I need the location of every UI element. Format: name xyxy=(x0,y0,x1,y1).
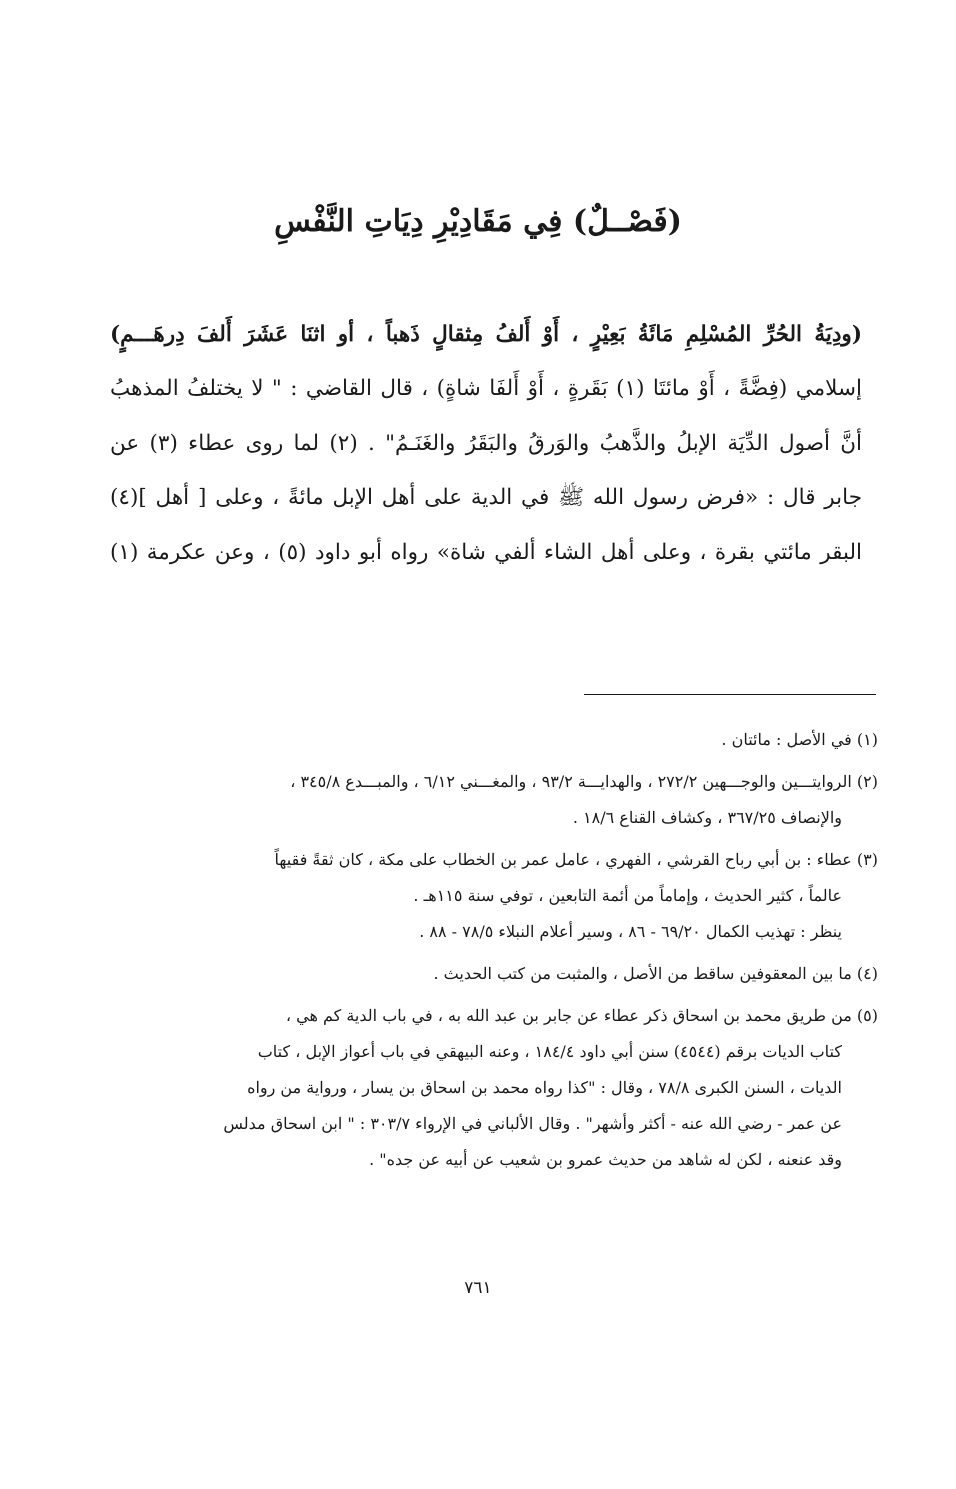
footnote-line: عالماً ، كثير الحديث ، وإماماً من أئمة التابعين ، توفي سنة ١١٥هـ . xyxy=(413,886,842,905)
footnotes xyxy=(108,722,878,1178)
footnote-line: (٥) من طريق محمد بن اسحاق ذكر عطاء عن جابر بن عبد الله به ، في باب الدية كم هي ، xyxy=(285,1006,878,1025)
main-text-line: البقر مائتي بقرة ، وعلى أهل الشاء ألفي شاة» رواه أبو داود (٥) ، وعن عكرمة (١) xyxy=(110,539,862,565)
section-title: (فَصْــلٌ) فِي مَقَادِيْرِ دِيَاتِ النَّفْسِ xyxy=(274,204,682,240)
footnote-line: والإنصاف ٣٦٧/٢٥ ، وكشاف القناع ١٨/٦ . xyxy=(572,808,842,827)
footnote-line: (٢) الروايتـــين والوجـــهين ٢٧٢/٢ ، والهدايـــة ٩٣/٢ ، والمغـــني ٦/١٢ ، والمبـــدع ٣٤٥/٨ ، xyxy=(290,772,878,791)
footnote-line: وقد عنعنه ، لكن له شاهد من حديث عمرو بن شعيب عن أبيه عن جده" . xyxy=(369,1150,842,1169)
main-text-line: جابر قال : «فرض رسول الله ﷺ في الدية على أهل الإبل مائةً ، وعلى [ أهل ](٤) xyxy=(110,485,862,511)
footnote-line: (٣) عطاء : بن أبي رباح القرشي ، الفهري ، عامل عمر بن الخطاب على مكة ، كان ثقةً فقيهاً xyxy=(274,850,878,869)
main-text-line: (ودِيَةُ الحُرِّ المُسْلِمِ مَائَةُ بَعِيْرٍ ، أَوْ أَلفُ مِثقالٍ ذَهباً ، أو اثنَا عَشَرَ أَلفَ دِرهَـــمٍ) xyxy=(110,322,862,347)
main-text-line: أنَّ أصول الدِّيَة الإبلُ والذَّهبُ والوَرقُ والبَقَرُ والغَنَـمُ" . (٢) لما روى عطاء (٣) عن xyxy=(110,430,862,456)
footnote-separator xyxy=(584,694,876,695)
footnote-5 xyxy=(108,998,878,1178)
footnote-line: عن عمر - رضي الله عنه - أكثر وأشهر" . وقال الألباني في الإرواء ٣٠٣/٧ : " ابن اسحاق مدلس xyxy=(223,1114,842,1133)
footnote-3 xyxy=(108,842,878,950)
footnote-line: (١) في الأصل : مائتان . xyxy=(721,730,878,749)
main-text-block xyxy=(110,308,862,580)
footnote-line: ينظر : تهذيب الكمال ٦٩/٢٠ - ٨٦ ، وسير أعلام النبلاء ٧٨/٥ - ٨٨ . xyxy=(419,922,842,941)
footnote-line: كتاب الديات برقم (٤٥٤٤) سنن أبي داود ١٨٤/٤ ، وعنه البيهقي في باب أعواز الإبل ، كتاب xyxy=(257,1042,842,1061)
footnote-line: الديات ، السنن الكبرى ٧٨/٨ ، وقال : "كذا رواه محمد بن اسحاق بن يسار ، ورواية من رواه xyxy=(247,1078,842,1097)
page-number: ٧٦١ xyxy=(464,1278,492,1298)
footnote-1 xyxy=(108,722,878,758)
footnote-2 xyxy=(108,764,878,836)
footnote-line: (٤) ما بين المعقوفين ساقط من الأصل ، والمثبت من كتب الحديث . xyxy=(433,964,878,983)
main-text-line: إسلامي (فِضَّةً ، أَوْ مائتَا (١) بَقَرةٍ ، أَوْ أَلفَا شاةٍ) ، قال القاضي : " لا يختلفُ المذهبُ xyxy=(110,376,862,402)
footnote-4 xyxy=(108,956,878,992)
